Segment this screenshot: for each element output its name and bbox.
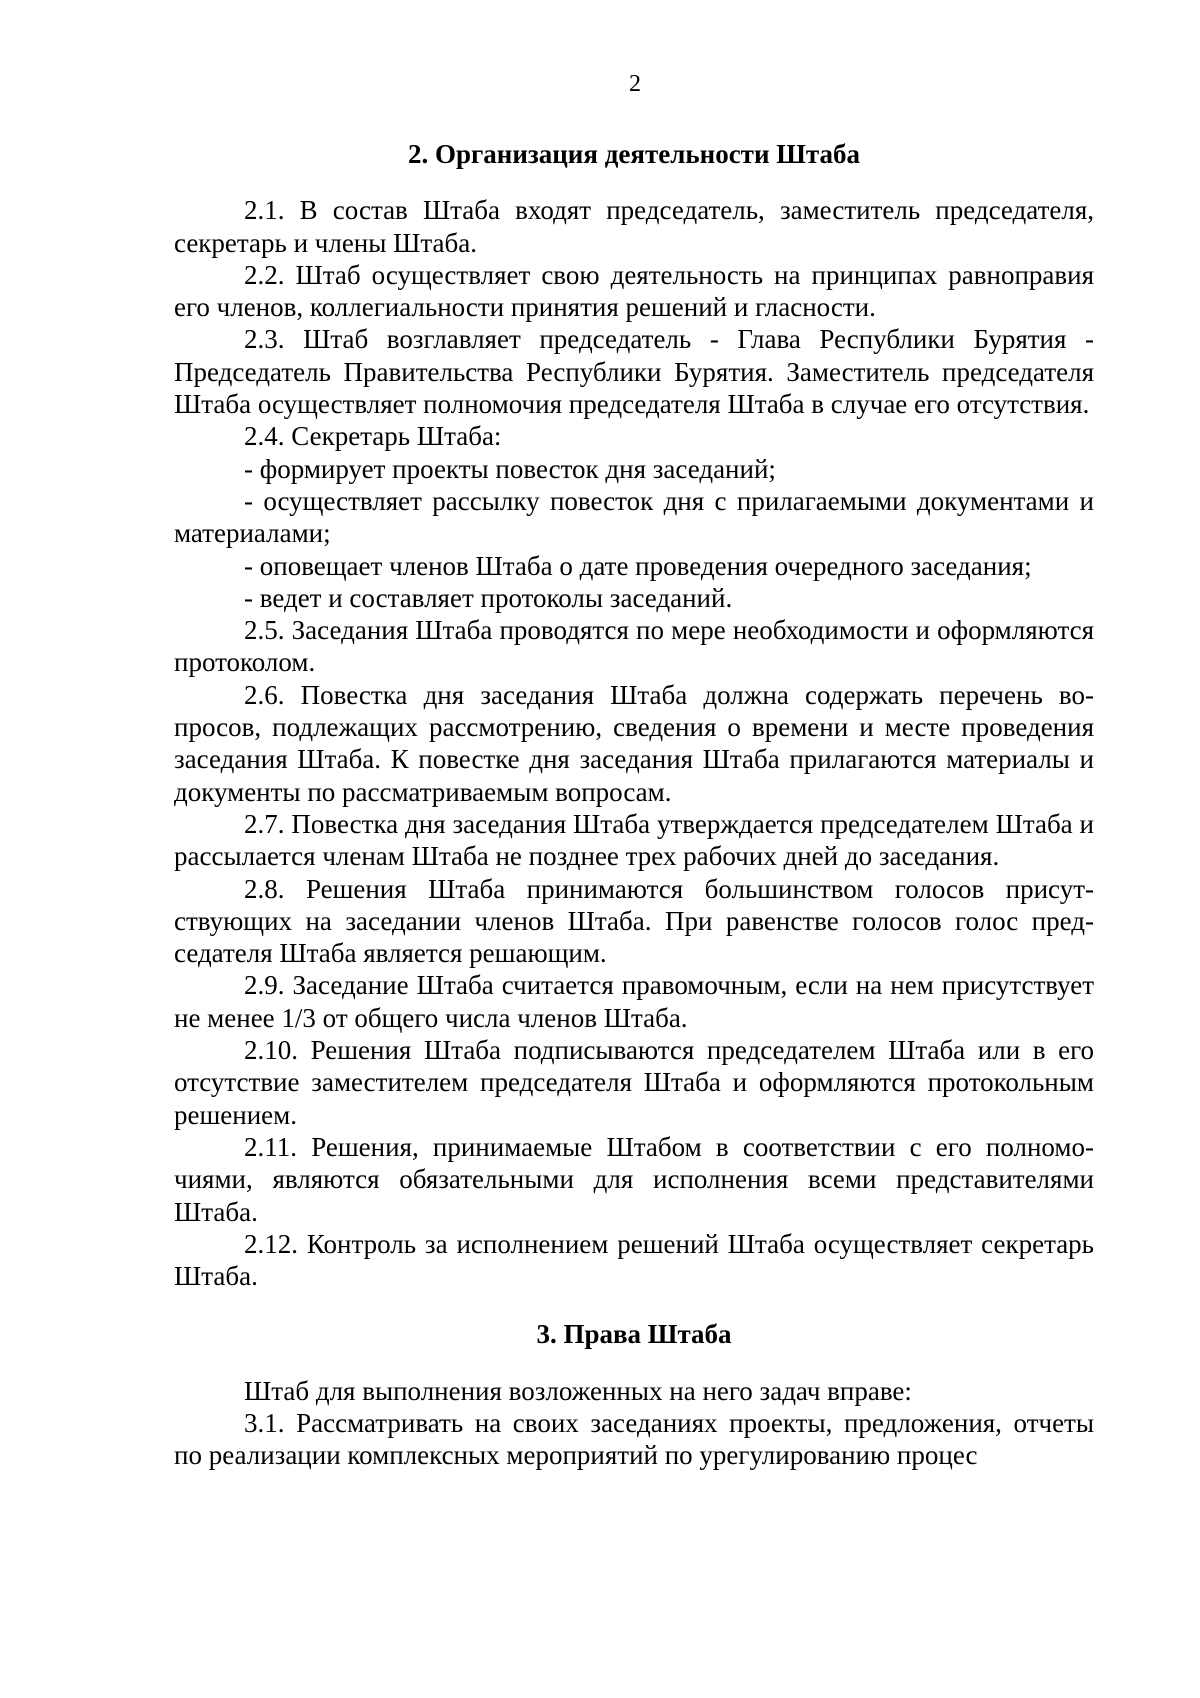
document-body xyxy=(174,138,1094,1472)
section-3-intro: Штаб для выполнения возложенных на него задач вправе: xyxy=(244,1375,912,1406)
paragraph-2-5: 2.5. Заседания Штаба проводятся по мере необходимости и оформляются протоколом. xyxy=(174,615,1094,678)
paragraph-2-12: 2.12. Контроль за исполнением решений Штаба осуществляет секретарь Штаба. xyxy=(174,1228,1094,1292)
paragraph-2-11: 2.11. Решения, принимаемые Штабом в соответствии с его полномочиями, являются обязательными для исполнения всеми представителями Штаба. xyxy=(174,1131,1094,1227)
paragraph-2-2: 2.2. Штаб осуществляет свою деятельность на принципах равноправия его членов, коллегиальности принятия решений и гласности. xyxy=(174,259,1094,323)
paragraph-2-10: 2.10. Решения Штаба подписываются председателем Штаба или в его отсутствие заместителем председателя Штаба и оформляются протокольным решением. xyxy=(174,1035,1094,1130)
section-3-title: 3. Права Штаба xyxy=(536,1319,732,1350)
paragraph-3-1: 3.1. Рассматривать на своих заседаниях проекты, предложения, отчеты по реализации комплексных мероприятий по урегулированию процес xyxy=(174,1407,1094,1471)
paragraph-2-6: 2.6. Повестка дня заседания Штаба должна содержать перечень вопросов, подлежащих рассмотрению, сведения о времени и месте проведения заседания Штаба. К повестке дня заседания Штаба прилагаются материалы и документы по рассматриваемым вопросам. xyxy=(174,679,1094,807)
list-item-notification: - оповещает членов Штаба о дате проведения очередного заседания; xyxy=(244,550,1032,581)
page-number: 2 xyxy=(629,71,641,97)
section-2-title: 2. Организация деятельности Штаба xyxy=(408,139,860,169)
list-item-agendas: - формирует проекты повесток дня заседаний; xyxy=(244,453,776,484)
paragraph-2-7: 2.7. Повестка дня заседания Штаба утверждается председателем Штаба и рассылается членам Штаба не позднее трех рабочих дней до заседания. xyxy=(174,808,1094,872)
paragraph-2-9: 2.9. Заседание Штаба считается правомочным, если на нем присутствует не менее 1/3 от общего числа членов Штаба. xyxy=(174,970,1094,1033)
paragraph-2-3: 2.3. Штаб возглавляет председатель - Глава Республики Бурятия - Председатель Правительства Республики Бурятия. Заместитель председателя Штаба осуществляет полномочия председателя Штаба в случае его отсутствия. xyxy=(174,324,1094,420)
paragraph-2-8: 2.8. Решения Штаба принимаются большинством голосов присутствующих на заседании членов Штаба. При равенстве голосов голос председателя Штаба является решающим. xyxy=(174,873,1094,969)
paragraph-2-4: 2.4. Секретарь Штаба: xyxy=(244,421,502,452)
paragraph-2-1: 2.1. В состав Штаба входят председатель, заместитель председателя, секретарь и члены Штаба. xyxy=(174,195,1094,258)
list-item-distribution: - осуществляет рассылку повесток дня с прилагаемыми документами и материалами; xyxy=(174,485,1094,549)
list-item-protocols: - ведет и составляет протоколы заседаний. xyxy=(244,582,733,613)
